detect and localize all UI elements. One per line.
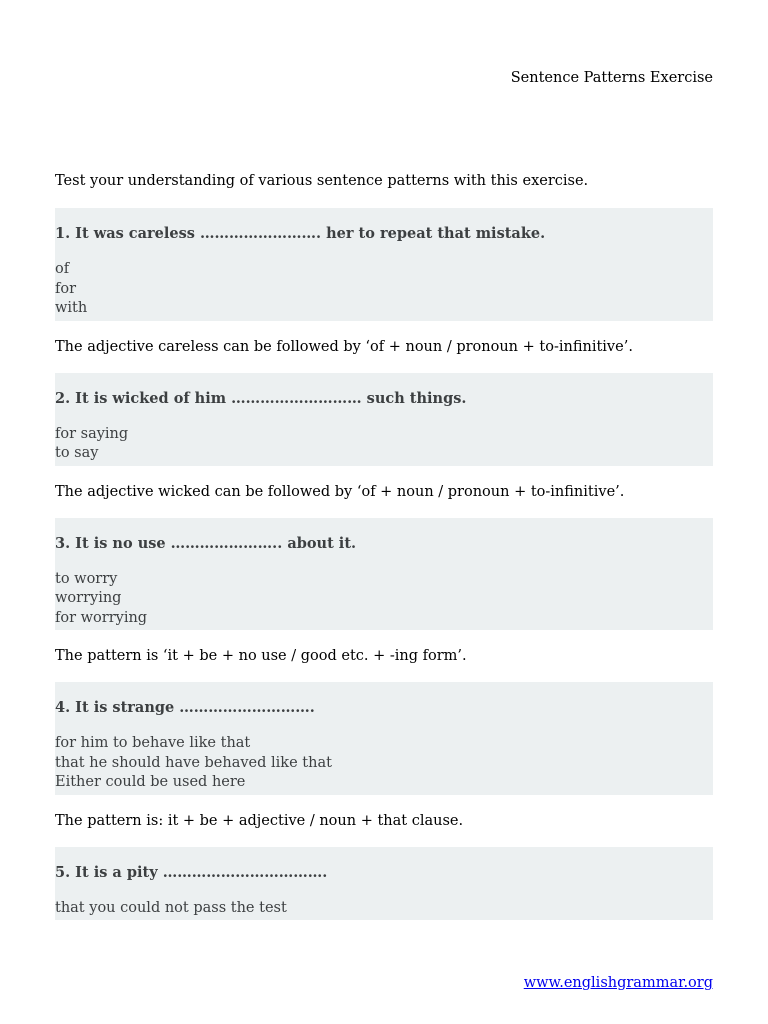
- intro-text: Test your understanding of various sentence patterns with this exercise.: [55, 173, 589, 189]
- answer-option[interactable]: for saying: [55, 425, 129, 442]
- question-text: 2. It is wicked of him ……………………… such things.: [55, 389, 467, 407]
- question-4: [55, 682, 713, 847]
- footer-website-link[interactable]: www.englishgrammar.org: [523, 975, 713, 991]
- answer-explanation: The adjective wicked can be followed by ‘of + noun / pronoun + to-infinitive’.: [55, 483, 625, 500]
- answer-option[interactable]: that he should have behaved like that: [55, 754, 332, 771]
- question-list: [55, 208, 713, 920]
- answer-option[interactable]: Either could be used here: [55, 774, 246, 790]
- question-1: [55, 208, 713, 373]
- question-box: [55, 208, 713, 321]
- question-text: 1. It was careless ……………………. her to repeat that mistake.: [55, 225, 546, 242]
- answer-option[interactable]: for: [55, 280, 77, 297]
- answer-option[interactable]: for him to behave like that: [55, 735, 251, 751]
- page-title: Sentence Patterns Exercise: [510, 70, 713, 86]
- answer-option[interactable]: worrying: [55, 590, 122, 606]
- question-5: [55, 847, 713, 921]
- answer-option[interactable]: with: [55, 300, 88, 316]
- question-text: 5. It is a pity …………………………….: [55, 863, 328, 881]
- answer-option[interactable]: that you could not pass the test: [55, 899, 287, 916]
- question-2: [55, 373, 713, 518]
- answer-explanation: The pattern is ‘it + be + no use / good etc. + -ing form’.: [55, 648, 467, 664]
- answer-option[interactable]: for worrying: [55, 609, 148, 626]
- question-box: [55, 373, 713, 466]
- answer-option[interactable]: of: [55, 261, 70, 277]
- answer-option[interactable]: to say: [55, 445, 99, 461]
- question-box: [55, 518, 713, 631]
- question-text: 3. It is no use ………………….. about it.: [55, 534, 357, 552]
- question-box: [55, 682, 713, 795]
- answer-option[interactable]: to worry: [55, 570, 118, 587]
- answer-explanation: The adjective careless can be followed by ‘of + noun / pronoun + to-infinitive’.: [55, 338, 633, 355]
- answer-explanation: The pattern is: it + be + adjective / noun + that clause.: [55, 812, 464, 829]
- question-text: 4. It is strange ……………………….: [55, 699, 315, 716]
- question-3: [55, 518, 713, 683]
- question-box: [55, 847, 713, 921]
